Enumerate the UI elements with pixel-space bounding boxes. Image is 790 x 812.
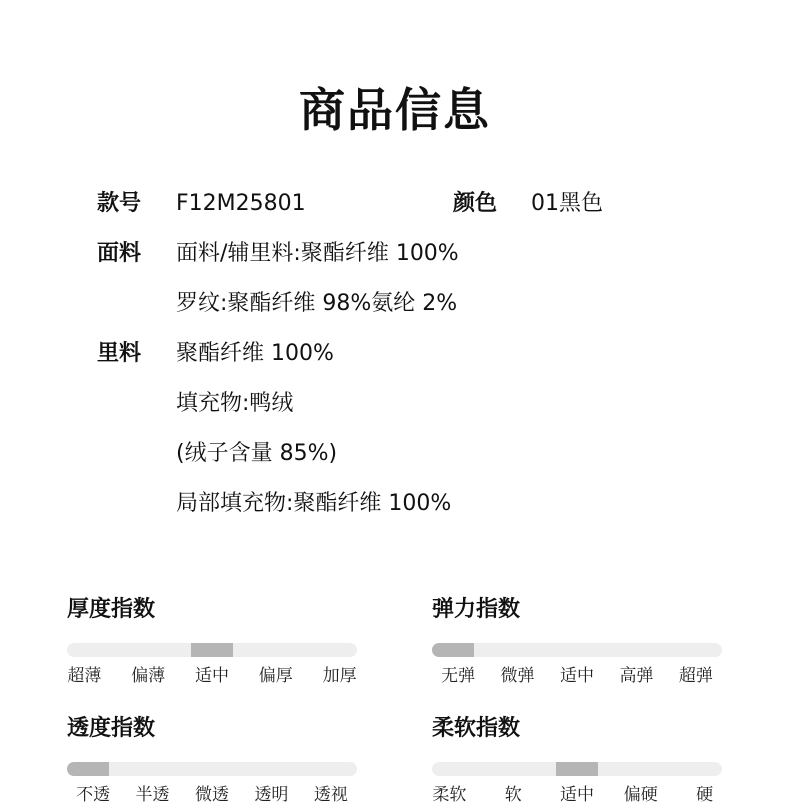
softness-index-title: 柔软指数 <box>432 716 521 741</box>
lining-line: 聚酯纤维 100% <box>176 341 334 366</box>
style-value: F12M25801 <box>176 191 306 216</box>
softness-option: 偏硬 <box>623 785 658 805</box>
color-label: 颜色 <box>453 191 498 216</box>
softness-option: 软 <box>504 785 522 805</box>
softness-level-fill <box>556 762 598 776</box>
transparency-option: 透视 <box>313 785 348 805</box>
transparency-option: 透明 <box>254 785 289 805</box>
softness-option: 硬 <box>696 785 714 805</box>
elasticity-option: 适中 <box>560 666 594 686</box>
elasticity-track <box>432 643 722 657</box>
thickness-option: 超薄 <box>67 666 102 686</box>
page-title: 商品信息 <box>299 83 491 137</box>
transparency-track <box>67 762 357 776</box>
softness-option: 柔软 <box>432 785 467 805</box>
thickness-level-fill <box>191 643 233 657</box>
elasticity-option: 高弹 <box>619 666 654 686</box>
lining-line: 填充物:鸭绒 <box>176 391 294 416</box>
thickness-option: 加厚 <box>322 666 357 686</box>
softness-track <box>432 762 722 776</box>
transparency-option: 半透 <box>135 785 170 805</box>
softness-options <box>432 783 722 807</box>
elasticity-index-title: 弹力指数 <box>432 597 521 622</box>
transparency-index-title: 透度指数 <box>67 716 156 741</box>
fabric-label: 面料 <box>97 241 142 266</box>
elasticity-option: 微弹 <box>500 666 535 686</box>
elasticity-option: 无弹 <box>441 666 476 686</box>
style-label: 款号 <box>97 191 142 216</box>
transparency-option: 不透 <box>76 785 111 805</box>
elasticity-options <box>432 664 722 688</box>
elasticity-level-fill <box>432 643 474 657</box>
transparency-level-fill <box>67 762 109 776</box>
softness-option: 适中 <box>560 785 594 805</box>
elasticity-option: 超弹 <box>678 666 713 686</box>
fabric-line: 罗纹:聚酯纤维 98%氨纶 2% <box>176 291 458 316</box>
thickness-option: 偏厚 <box>258 666 293 686</box>
thickness-option: 偏薄 <box>131 666 166 686</box>
thickness-option: 适中 <box>195 666 229 686</box>
transparency-options <box>67 783 357 807</box>
fabric-line: 面料/辅里料:聚酯纤维 100% <box>176 241 459 266</box>
lining-label: 里料 <box>97 341 142 366</box>
transparency-option: 微透 <box>195 785 229 805</box>
thickness-track <box>67 643 357 657</box>
thickness-options <box>67 664 357 688</box>
lining-line: (绒子含量 85%) <box>176 441 338 466</box>
thickness-index-title: 厚度指数 <box>67 597 156 622</box>
lining-line: 局部填充物:聚酯纤维 100% <box>176 491 452 516</box>
color-value: 01黑色 <box>531 191 603 216</box>
